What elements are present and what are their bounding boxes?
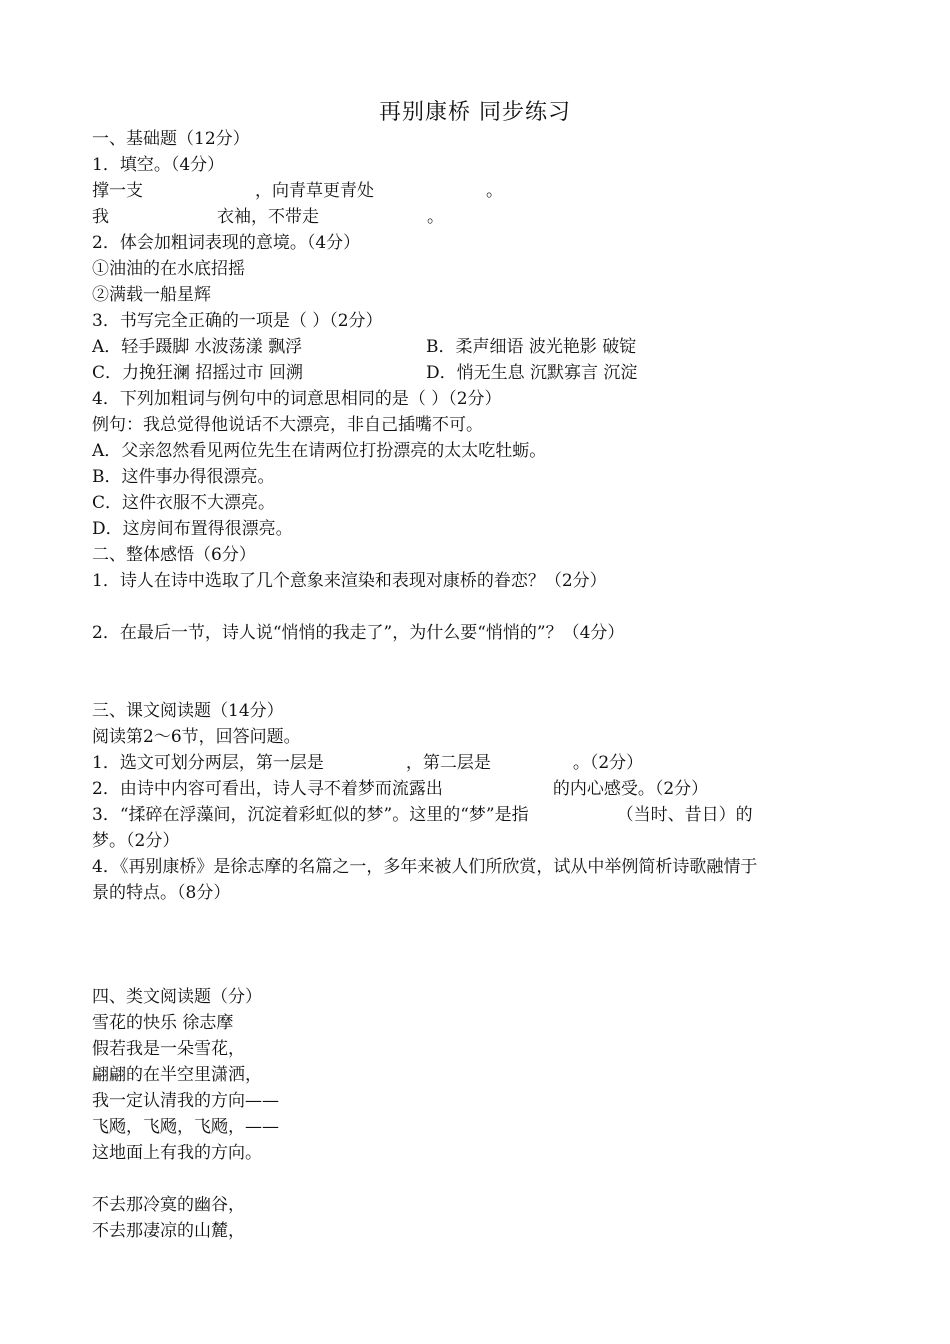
s1-q1-line-2	[92, 206, 444, 228]
s1-q1-line-1	[92, 180, 503, 202]
s1-q3-option-a: A．轻手蹑脚 水波荡漾 飘浮	[92, 337, 303, 357]
section-3-heading: 三、课文阅读题（14分）	[92, 701, 284, 721]
poem-line: 这地面上有我的方向。	[92, 1143, 262, 1163]
s1-q1-line-2-b: 衣袖，不带走	[217, 207, 319, 227]
poem-title: 雪花的快乐 徐志摩	[92, 1013, 234, 1033]
s3-q3-b: （当时、昔日）的	[616, 805, 753, 825]
s1-q1-line-1-b: ，向青草更青处	[255, 181, 374, 201]
poem-line: 飞飏，飞飏，飞飏，——	[92, 1117, 279, 1137]
poem-line: 不去那冷寞的幽谷，	[92, 1195, 245, 1215]
s3-q2-a: 2．由诗中内容可看出，诗人寻不着梦而流露出	[92, 779, 443, 799]
s3-q3-a: 3．“揉碎在浮藻间，沉淀着彩虹似的梦”。这里的“梦”是指	[92, 805, 529, 825]
s1-q3-option-b: B．柔声细语 波光艳影 破锭	[426, 337, 637, 357]
poem-line: 假若我是一朵雪花，	[92, 1039, 245, 1059]
s1-q1-line-1-a: 撑一支	[92, 181, 143, 201]
s3-q4-cont: 景的特点。（8分）	[92, 883, 231, 903]
s1-q1-label: 1．填空。（4分）	[92, 155, 225, 175]
s3-q1-b: ，第二层是	[405, 753, 491, 773]
page-title: 再别康桥 同步练习	[379, 100, 571, 125]
s1-q4-example: 例句：我总觉得他说话不大漂亮，非自己插嘴不可。	[92, 415, 483, 435]
s1-q2-item-1: ①油油的在水底招摇	[92, 259, 245, 279]
s1-q1-line-2-a: 我	[92, 207, 109, 227]
s1-q2-item-2: ②满载一船星辉	[92, 285, 211, 305]
section-4-heading: 四、类文阅读题（分）	[92, 987, 262, 1007]
s3-q4: 4．《再别康桥》是徐志摩的名篇之一，多年来被人们所欣赏，试从中举例简析诗歌融情于	[92, 857, 758, 877]
s1-q1-line-1-c: 。	[486, 181, 503, 201]
s3-q3	[92, 804, 753, 826]
s3-q3-cont: 梦。（2分）	[92, 831, 180, 851]
s1-q2-label: 2．体会加粗词表现的意境。（4分）	[92, 233, 361, 253]
s1-q1-line-2-c: 。	[427, 207, 444, 227]
s1-q3-option-d: D．悄无生息 沉默寡言 沉淀	[426, 363, 638, 383]
s3-q2	[92, 778, 708, 800]
poem-line: 翩翩的在半空里潇洒，	[92, 1065, 262, 1085]
s1-q4-option-d: D．这房间布置得很漂亮。	[92, 519, 293, 539]
section-1-heading: 一、基础题（12分）	[92, 129, 250, 149]
s3-q2-b: 的内心感受。（2分）	[552, 779, 709, 799]
s1-q3-option-c: C．力挽狂澜 招摇过市 回溯	[92, 363, 303, 383]
s1-q4-label: 4．下列加粗词与例句中的词意思相同的是（ ）（2分）	[92, 389, 502, 409]
s2-q2: 2．在最后一节，诗人说“悄悄的我走了”，为什么要“悄悄的”？（4分）	[92, 623, 625, 643]
s3-intro: 阅读第2～6节，回答问题。	[92, 727, 301, 747]
section-2-heading: 二、整体感悟（6分）	[92, 545, 256, 565]
s1-q4-option-a: A．父亲忽然看见两位先生在请两位打扮漂亮的太太吃牡蛎。	[92, 441, 547, 461]
s3-q1-a: 1．选文可划分两层，第一层是	[92, 753, 324, 773]
s1-q4-option-c: C．这件衣服不大漂亮。	[92, 493, 276, 513]
poem-line: 不去那凄凉的山麓，	[92, 1221, 245, 1241]
s1-q3-label: 3．书写完全正确的一项是（ ）（2分）	[92, 311, 383, 331]
s1-q4-option-b: B．这件事办得很漂亮。	[92, 467, 275, 487]
s2-q1: 1．诗人在诗中选取了几个意象来渲染和表现对康桥的眷恋？（2分）	[92, 571, 607, 591]
s3-q1	[92, 752, 643, 774]
poem-line: 我一定认清我的方向——	[92, 1091, 279, 1111]
s3-q1-c: 。（2分）	[572, 753, 644, 773]
